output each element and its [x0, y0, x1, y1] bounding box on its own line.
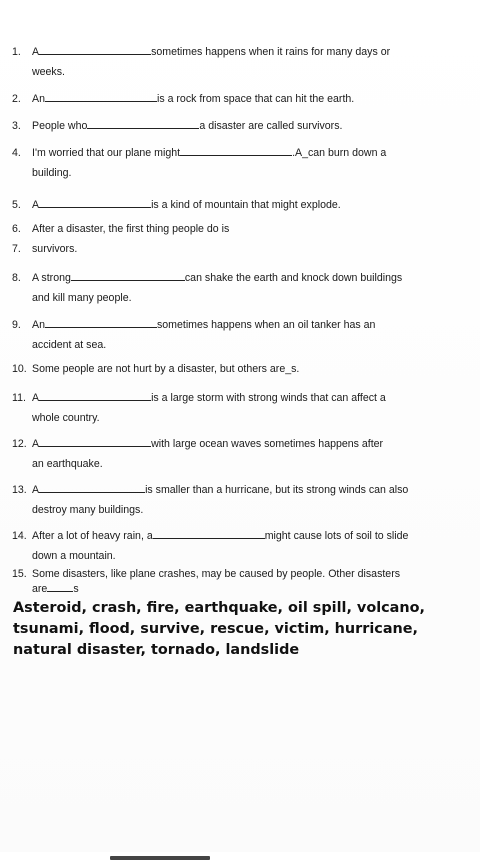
question-continuation: weeks.	[32, 66, 65, 78]
question-text-after: .A_can burn down a	[292, 147, 387, 159]
question-number: 11.	[12, 392, 26, 404]
question-number: 5.	[12, 199, 21, 211]
question-2	[12, 91, 474, 106]
question-number: 13.	[12, 484, 27, 496]
question-10	[12, 363, 474, 376]
question-text-after: sometimes happens when it rains for many days or	[151, 46, 391, 58]
answer-blank[interactable]	[39, 197, 151, 208]
question-continuation: an earthquake.	[32, 458, 103, 470]
question-text-before: A	[32, 46, 40, 58]
question-number: 14.	[12, 530, 27, 542]
question-continuation: whole country.	[32, 412, 100, 424]
word-bank-line: tsunami, flood, survive, rescue, victim, hurricane,	[13, 621, 418, 637]
question-continuation: and kill many people.	[32, 292, 132, 304]
question-continuation: building.	[32, 167, 72, 179]
question-text-before: A	[32, 392, 40, 404]
word-bank-line: natural disaster, tornado, landslide	[13, 642, 300, 658]
answer-blank[interactable]	[180, 145, 292, 156]
question-11	[12, 390, 474, 425]
question-continuation: destroy many buildings.	[32, 504, 144, 516]
question-15	[12, 568, 474, 596]
answer-blank[interactable]	[39, 44, 151, 55]
question-text-after: is a kind of mountain that might explode.	[151, 199, 341, 211]
answer-blank[interactable]	[45, 91, 157, 102]
question-number: 4.	[12, 147, 21, 159]
question-4	[12, 145, 474, 180]
question-6	[12, 223, 474, 236]
question-text-before: A	[32, 199, 40, 211]
question-text-before: After a lot of heavy rain, a	[32, 530, 153, 542]
question-number: 1.	[12, 46, 21, 58]
question-text-before: A strong	[32, 272, 71, 284]
question-continuation: accident at sea.	[32, 339, 107, 351]
question-text-after: can shake the earth and knock down buildings	[184, 272, 403, 284]
question-number: 15.	[12, 568, 27, 580]
question-number: 7.	[12, 243, 21, 255]
question-number: 12.	[12, 438, 27, 450]
question-number: 10.	[12, 363, 27, 375]
answer-blank[interactable]	[71, 270, 185, 281]
question-text-before: After a disaster, the first thing people do is	[32, 223, 230, 235]
question-text-after: is a rock from space that can hit the earth.	[156, 93, 355, 105]
word-bank	[13, 598, 475, 661]
question-13	[12, 482, 474, 517]
question-number: 3.	[12, 120, 21, 132]
question-text-after: sometimes happens when an oil tanker has an	[156, 319, 376, 331]
answer-blank[interactable]	[87, 118, 199, 129]
answer-blank[interactable]	[39, 482, 145, 493]
question-number: 9.	[12, 319, 21, 331]
question-9	[12, 317, 474, 352]
question-continuation-after: s	[73, 583, 79, 595]
word-bank-line: Asteroid, crash, fire, earthquake, oil spill, volcano,	[13, 600, 425, 616]
question-5	[12, 197, 474, 212]
question-text-after: is a large storm with strong winds that can affect a	[151, 392, 386, 404]
question-text-before: A	[32, 438, 40, 450]
question-number: 6.	[12, 223, 21, 235]
answer-blank[interactable]	[45, 317, 157, 328]
question-text-before: An	[32, 319, 45, 331]
question-text-before: I'm worried that our plane might	[32, 147, 181, 159]
cropped-footer	[0, 852, 480, 862]
question-continuation: are	[32, 583, 48, 595]
question-number: 2.	[12, 93, 21, 105]
answer-blank[interactable]	[39, 390, 151, 401]
question-7	[12, 243, 474, 256]
question-text-before: Some disasters, like plane crashes, may be caused by people. Other disasters	[32, 568, 401, 580]
question-text-after: with large ocean waves sometimes happens after	[151, 438, 384, 450]
question-text-before: An	[32, 93, 45, 105]
cropped-text-strip	[110, 856, 210, 860]
question-3	[12, 118, 474, 133]
question-8	[12, 270, 474, 305]
answer-blank[interactable]	[39, 436, 151, 447]
question-text-after: is smaller than a hurricane, but its strong winds can also	[145, 484, 409, 496]
question-text-before: survivors.	[32, 243, 78, 255]
question-1	[12, 44, 474, 79]
answer-blank[interactable]	[153, 528, 265, 539]
answer-blank[interactable]	[47, 581, 73, 592]
question-number: 8.	[12, 272, 21, 284]
question-text-after: a disaster are called survivors.	[199, 120, 343, 132]
question-text-before: People who	[32, 120, 88, 132]
question-text-before: A	[32, 484, 40, 496]
question-14	[12, 528, 474, 563]
question-text-after: might cause lots of soil to slide	[264, 530, 409, 542]
question-text-before: Some people are not hurt by a disaster, but others are_s.	[32, 363, 300, 375]
question-12	[12, 436, 474, 471]
question-continuation: down a mountain.	[32, 550, 116, 562]
